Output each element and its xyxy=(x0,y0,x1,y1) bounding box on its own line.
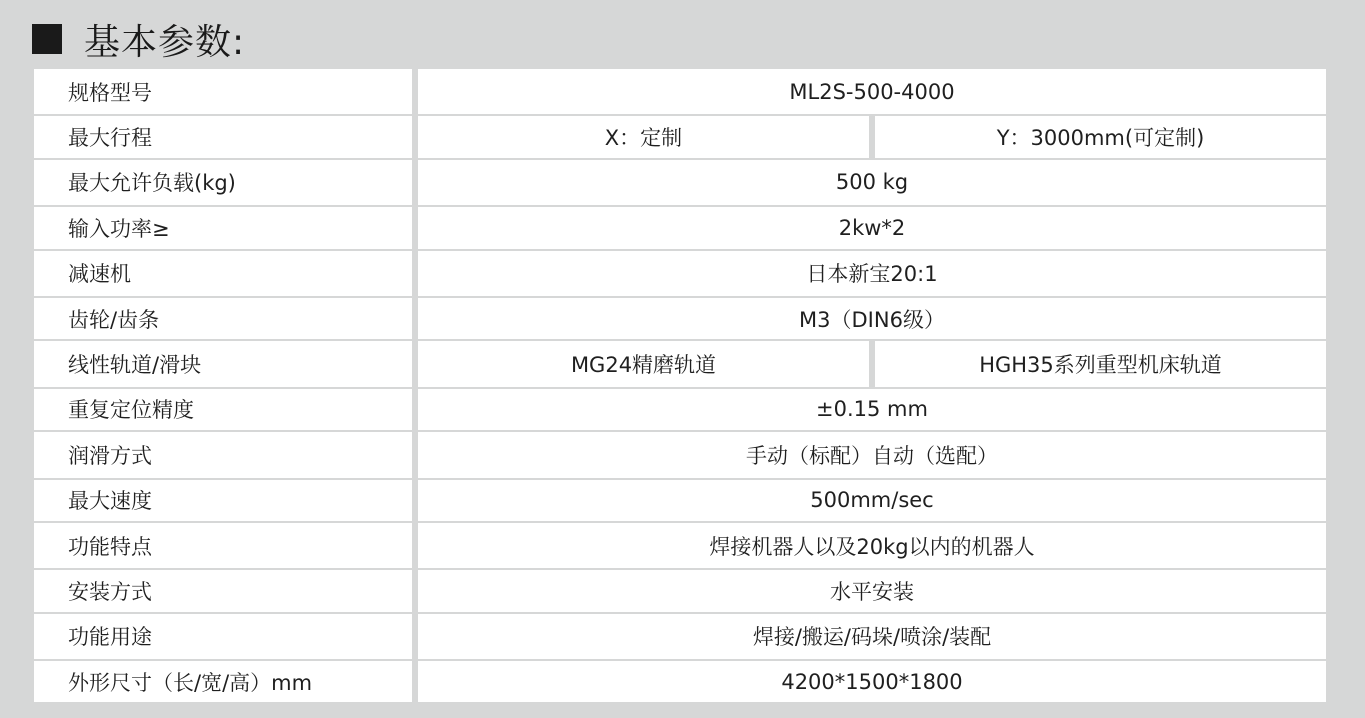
table-row xyxy=(34,659,1326,704)
row-value: 2kw*2 xyxy=(418,205,1326,250)
row-value: Y：3000mm(可定制) xyxy=(875,114,1326,159)
row-value: 4200*1500*1800 xyxy=(418,659,1326,704)
row-value: MG24精磨轨道 xyxy=(418,341,869,386)
table-row xyxy=(34,432,1326,477)
row-value: X：定制 xyxy=(418,114,869,159)
table-row xyxy=(34,205,1326,250)
row-value: M3（DIN6级） xyxy=(418,296,1326,341)
table-row xyxy=(34,387,1326,432)
row-value: 焊接机器人以及20kg以内的机器人 xyxy=(418,523,1326,568)
row-value: ML2S-500-4000 xyxy=(418,69,1326,114)
row-label: 最大行程 xyxy=(34,114,412,159)
row-label: 外形尺寸（长/宽/高）mm xyxy=(34,659,412,704)
table-row xyxy=(34,251,1326,296)
row-label: 最大速度 xyxy=(34,478,412,523)
row-label: 齿轮/齿条 xyxy=(34,296,412,341)
table-row xyxy=(34,114,1326,159)
row-value: 手动（标配）自动（选配） xyxy=(418,432,1326,477)
row-label: 规格型号 xyxy=(34,69,412,114)
row-label: 减速机 xyxy=(34,251,412,296)
section-header xyxy=(32,12,245,66)
table-row xyxy=(34,568,1326,613)
section-title: 基本参数: xyxy=(84,21,246,63)
row-label: 线性轨道/滑块 xyxy=(34,341,412,386)
row-label: 功能特点 xyxy=(34,523,412,568)
row-value: ±0.15 mm xyxy=(418,387,1326,432)
row-label: 润滑方式 xyxy=(34,432,412,477)
row-value-split xyxy=(418,341,1326,386)
spec-table xyxy=(34,69,1326,704)
table-row xyxy=(34,614,1326,659)
row-label: 功能用途 xyxy=(34,614,412,659)
row-value: 500 kg xyxy=(418,160,1326,205)
row-label: 输入功率≥ xyxy=(34,205,412,250)
table-row xyxy=(34,478,1326,523)
row-value-split xyxy=(418,114,1326,159)
table-row xyxy=(34,296,1326,341)
square-bullet-icon xyxy=(32,24,62,54)
row-value: 焊接/搬运/码垛/喷涂/装配 xyxy=(418,614,1326,659)
row-label: 安装方式 xyxy=(34,568,412,613)
table-row xyxy=(34,160,1326,205)
row-value: 水平安装 xyxy=(418,568,1326,613)
table-row xyxy=(34,69,1326,114)
row-value: HGH35系列重型机床轨道 xyxy=(875,341,1326,386)
row-value: 日本新宝20:1 xyxy=(418,251,1326,296)
row-value: 500mm/sec xyxy=(418,478,1326,523)
table-row xyxy=(34,341,1326,386)
table-row xyxy=(34,523,1326,568)
row-label: 最大允许负载(kg) xyxy=(34,160,412,205)
row-label: 重复定位精度 xyxy=(34,387,412,432)
